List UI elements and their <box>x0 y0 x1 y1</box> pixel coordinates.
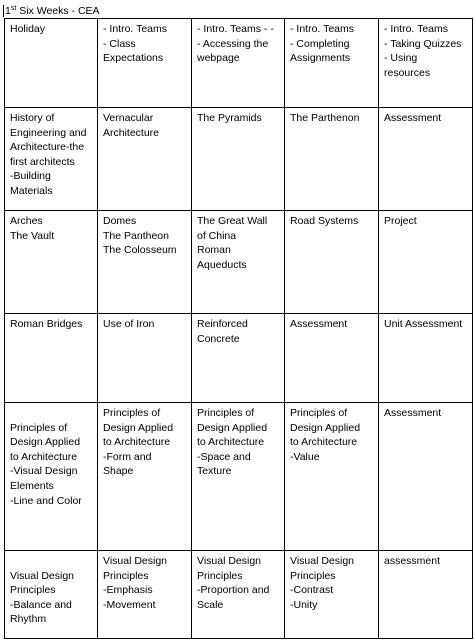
cell-text-line: - Taking Quizzes <box>384 37 462 50</box>
table-cell <box>379 403 473 551</box>
cell-text-line: Expectations <box>103 52 164 65</box>
table-row <box>5 108 473 211</box>
cell-text-line: - Using <box>384 52 418 65</box>
cell-text-line: Principles <box>197 569 243 582</box>
cell-text-line: Road Systems <box>290 215 359 227</box>
cell-text-line: -Value <box>290 450 320 463</box>
cell-text-line: Visual Design <box>197 555 262 567</box>
cell-text-line: -Unity <box>290 598 318 611</box>
cell-text-line: of China <box>197 229 237 242</box>
cell-text-line: -Contrast <box>290 584 334 597</box>
cell-text-line: - Intro. Teams <box>384 23 448 35</box>
cell-text-line: -Space and <box>197 450 251 463</box>
cell-text-line: History of <box>10 112 55 124</box>
cell-text-line: to Architecture <box>10 450 78 463</box>
cell-text-line: -Form and <box>103 450 152 463</box>
cell-text-line: Engineering and <box>10 126 87 139</box>
cell-text-line: Design Applied <box>10 436 81 449</box>
cell-text-line: Architecture <box>103 126 160 139</box>
cell-text-line: Texture <box>197 465 232 478</box>
table-cell <box>192 314 285 403</box>
table-cell <box>192 108 285 211</box>
table-cell <box>192 403 285 551</box>
cell-text-line: Assessment <box>384 407 442 419</box>
table-cell <box>5 403 98 551</box>
cell-text-line: The Parthenon <box>290 112 360 124</box>
cell-text-line: The Pyramids <box>197 112 262 124</box>
cell-text-line: first architects <box>10 155 75 168</box>
text-cursor-mark <box>3 5 4 17</box>
cell-text-line: Design Applied <box>290 421 361 434</box>
six-weeks-schedule-table <box>4 18 473 639</box>
table-cell <box>5 19 98 108</box>
schedule-table-body <box>5 19 473 639</box>
cell-text-line: Visual Design <box>290 555 355 567</box>
table-cell <box>379 314 473 403</box>
cell-spacer <box>10 554 93 569</box>
title-text: Six Weeks - CEA <box>16 5 100 17</box>
cell-text-line: Rhythm <box>10 613 47 626</box>
cell-text-line: Design Applied <box>197 421 268 434</box>
cell-text-line: -Building <box>10 170 51 183</box>
cell-text-line: Aqueducts <box>197 258 247 271</box>
table-cell <box>285 314 379 403</box>
cell-text-line: resources <box>384 66 431 79</box>
cell-text-line: Assignments <box>290 52 351 65</box>
cell-text-line: Principles of <box>103 407 161 419</box>
table-row <box>5 551 473 639</box>
table-cell <box>285 211 379 314</box>
cell-text-line: Use of Iron <box>103 318 155 330</box>
table-cell <box>379 551 473 639</box>
cell-text-line: The Vault <box>10 229 55 242</box>
cell-text-line: Visual Design <box>103 555 168 567</box>
table-cell <box>98 314 192 403</box>
table-cell <box>98 551 192 639</box>
table-cell <box>285 551 379 639</box>
table-cell <box>379 211 473 314</box>
table-row <box>5 403 473 551</box>
cell-text-line: Holiday <box>10 23 46 35</box>
table-cell <box>98 403 192 551</box>
table-cell <box>98 211 192 314</box>
cell-text-line: - Completing <box>290 37 350 50</box>
table-cell <box>98 19 192 108</box>
cell-text-line: -Emphasis <box>103 584 153 597</box>
cell-text-line: Assessment <box>384 112 442 124</box>
cell-text-line: Principles of <box>197 407 255 419</box>
cell-text-line: -Proportion and <box>197 584 270 597</box>
cell-text-line: Principles of <box>10 421 68 434</box>
cell-text-line: - Intro. Teams <box>290 23 354 35</box>
cell-text-line: Roman <box>197 244 231 257</box>
cell-spacer <box>10 406 93 421</box>
table-cell <box>192 19 285 108</box>
table-cell <box>379 19 473 108</box>
cell-text-line: Principles <box>290 569 336 582</box>
table-cell <box>379 108 473 211</box>
cell-text-line: - Intro. Teams - - <box>197 23 274 35</box>
table-cell <box>285 108 379 211</box>
cell-text-line: -Visual Design <box>10 465 78 478</box>
cell-text-line: Principles <box>103 569 149 582</box>
cell-text-line: - Class <box>103 37 136 50</box>
cell-text-line: Unit Assessment <box>384 318 463 330</box>
cell-text-line: Principles <box>10 584 56 597</box>
cell-text-line: Roman Bridges <box>10 318 83 330</box>
cell-text-line: Principles of <box>290 407 348 419</box>
table-cell <box>5 211 98 314</box>
cell-text-line: Project <box>384 215 417 227</box>
cell-text-line: - Accessing the <box>197 37 269 50</box>
cell-text-line: - Intro. Teams <box>103 23 167 35</box>
cell-text-line: The Colosseum <box>103 244 177 257</box>
cell-text-line: Design Applied <box>103 421 174 434</box>
document-title <box>3 5 100 17</box>
table-cell <box>285 403 379 551</box>
cell-text-line: to Architecture <box>103 436 171 449</box>
cell-text-line: Vernacular <box>103 112 154 124</box>
cell-text-line: The Great Wall <box>197 215 268 227</box>
table-cell <box>5 314 98 403</box>
cell-text-line: to Architecture <box>197 436 265 449</box>
table-row <box>5 19 473 108</box>
cell-text-line: Assessment <box>290 318 348 330</box>
cell-text-line: -Movement <box>103 598 156 611</box>
table-cell <box>98 108 192 211</box>
cell-text-line: Architecture-the <box>10 141 85 154</box>
cell-text-line: -Balance and <box>10 598 72 611</box>
table-row <box>5 211 473 314</box>
cell-text-line: Concrete <box>197 332 240 345</box>
cell-text-line: Shape <box>103 465 134 478</box>
cell-text-line: Materials <box>10 184 53 197</box>
title-week-number: 1 <box>5 5 11 17</box>
cell-text-line: Scale <box>197 598 224 611</box>
table-cell <box>5 108 98 211</box>
cell-text-line: Reinforced <box>197 318 248 330</box>
table-cell <box>192 211 285 314</box>
cell-text-line: Elements <box>10 479 54 492</box>
table-row <box>5 314 473 403</box>
cell-text-line: Visual Design <box>10 569 75 582</box>
title-ordinal-suffix: st <box>10 5 17 12</box>
table-cell <box>192 551 285 639</box>
cell-text-line: Domes <box>103 215 137 227</box>
cell-text-line: webpage <box>197 52 240 65</box>
table-cell <box>5 551 98 639</box>
cell-text-line: assessment <box>384 555 441 567</box>
cell-text-line: The Pantheon <box>103 229 169 242</box>
table-cell <box>285 19 379 108</box>
cell-text-line: to Architecture <box>290 436 358 449</box>
cell-text-line: Arches <box>10 215 43 227</box>
cell-text-line: -Line and Color <box>10 494 82 507</box>
